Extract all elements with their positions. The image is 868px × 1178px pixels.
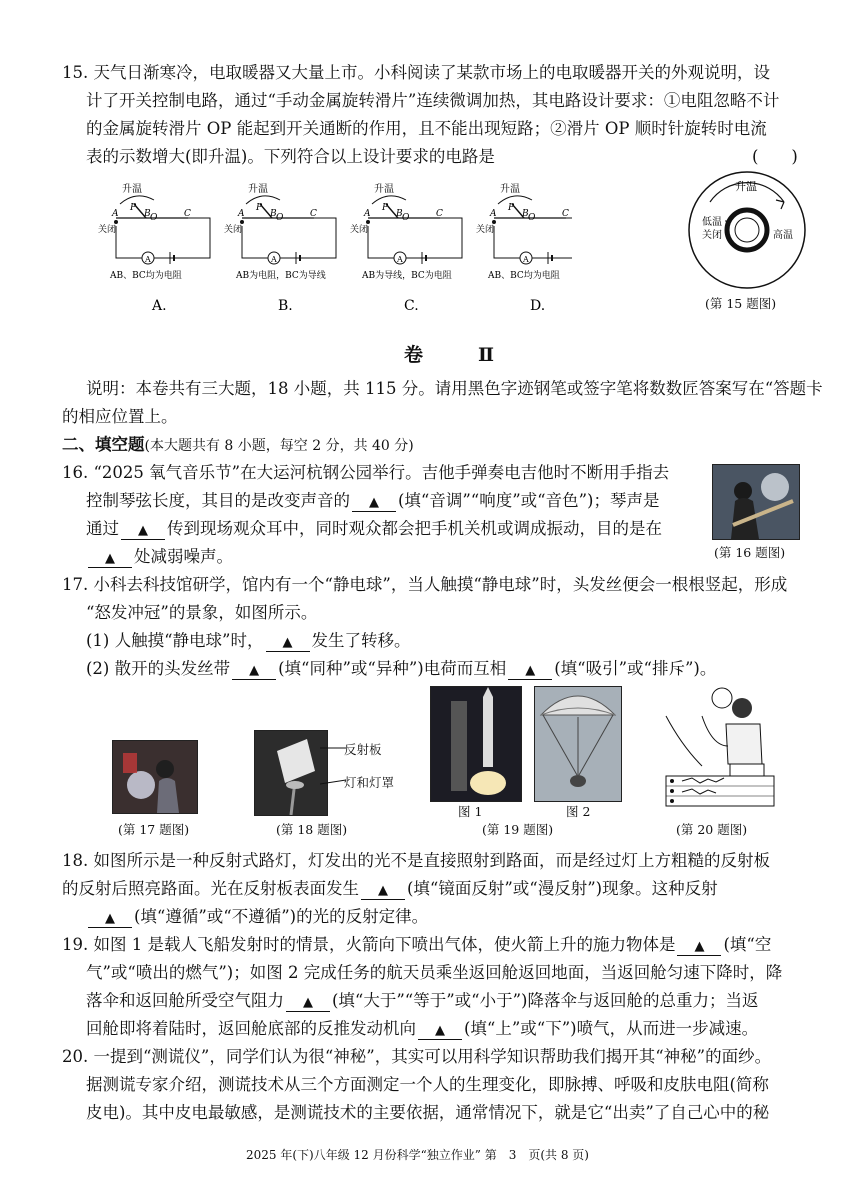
q20-lie-detector-figure [662, 686, 780, 812]
ammeter-label: A [397, 255, 403, 264]
ammeter-label: A [523, 255, 529, 264]
circuit-option-label: B. [278, 298, 293, 314]
ammeter-label: A [271, 255, 277, 264]
circuit-note: AB为电阻，BC为导线 [236, 271, 326, 281]
pivot-o-label: O [276, 213, 284, 223]
circuit-off-label: 关闭 [350, 225, 369, 235]
q19-fig2-label: 图 2 [566, 804, 591, 819]
q18-lamp-label: 灯和灯罩 [344, 775, 395, 790]
terminal-b-label: B [522, 209, 529, 219]
q20-line3: 皮电)。其中皮电最敏感，是测谎技术的主要依据，通常情况下，就是它“出卖”了自己心中的秘 [86, 1103, 770, 1122]
q15-line3: 的金属旋转滑片 OP 能起到开关通断的作用，且不能出现短路；②滑片 OP 顺时针旋转时电流 [86, 119, 767, 138]
circuit-wire [242, 218, 336, 258]
terminal-c-label: C [310, 209, 317, 219]
q20-line1: 20. 一提到“测谎仪”，同学们认为很“神秘”，其实可以用科学知识帮助我们揭开其“神秘”的面纱。 [62, 1047, 772, 1066]
q16-text-b: (填“音调”“响度”或“音色”)；琴声是 [398, 491, 660, 510]
part2-heading [62, 434, 414, 457]
pivot-o-label: O [528, 213, 536, 223]
q16-line4 [86, 546, 233, 568]
circuit-note: AB、BC均为电阻 [110, 271, 182, 281]
circuit-arc-arrow [498, 196, 532, 204]
q15-circuit-diagrams [92, 170, 572, 320]
answer-blank: ▲ [286, 995, 330, 1012]
circuit-arc-arrow [120, 196, 154, 204]
q16-line3 [86, 518, 662, 540]
q15-line1: 15. 天气日渐寒冷，电取暖器又大量上市。小科阅读了某款市场上的电取暖器开关的外观说明，设 [62, 63, 770, 82]
q19-text-c: 落伞和返回舱所受空气阻力 [86, 991, 284, 1010]
circuit-off-label: 关闭 [98, 225, 117, 235]
terminal-c-label: C [562, 209, 569, 219]
q19-parachute-photo [534, 686, 622, 802]
q18-line3 [86, 906, 428, 928]
q19-text-e: 回舱即将着陆时，返回舱底部的反推发动机向 [86, 1019, 416, 1038]
answer-blank: ▲ [88, 551, 132, 568]
circuit-up-label: 升温 [122, 184, 142, 195]
q19-text-a: 19. 如图 1 是载人飞船发射时的情景，火箭向下喷出气体，使火箭上升的施力物体是 [62, 935, 676, 954]
answer-blank: ▲ [418, 1023, 462, 1040]
q17-line1: 17. 小科去科技馆研学，馆内有一个“静电球”，当人触摸“静电球”时，头发丝便会一根根竖起，形成 [62, 575, 788, 594]
circuit-option-label: A. [152, 298, 167, 314]
q16-text-c: 通过 [86, 519, 119, 538]
slider-p-label: P [382, 203, 389, 213]
circuit-option-label: C. [404, 298, 419, 314]
answer-blank: ▲ [232, 663, 276, 680]
circuit-off-dot [366, 220, 370, 224]
q19-line2: 气”或“喷出的燃气”)；如图 2 完成任务的航天员乘坐返回舱返回地面，当返回舱匀速下降时，降 [86, 963, 783, 982]
terminal-c-label: C [436, 209, 443, 219]
slider-p-label: P [130, 203, 137, 213]
section-title: 卷 Ⅱ [404, 344, 513, 366]
q17-sub2-text-b: (填“同种”或“异种”)电荷而互相 [278, 659, 507, 678]
terminal-b-label: B [396, 209, 403, 219]
page-footer: 2025 年(下)八年级 12 月份科学“独立作业” 第 3 页(共 8 页) [246, 1148, 589, 1162]
q15-knob-diagram [680, 168, 815, 293]
circuit-up-label: 升温 [500, 184, 520, 195]
circuit-option-label: D. [530, 298, 546, 314]
circuit-wire [368, 218, 462, 258]
part2-title: 二、填空题 [62, 435, 145, 454]
answer-blank: ▲ [352, 495, 396, 512]
ammeter-label: A [145, 255, 151, 264]
knob-low-label: 低温 [702, 217, 722, 228]
q16-text-d: 传到现场观众耳中，同时观众都会把手机关机或调成振动，目的是在 [167, 519, 662, 538]
q17-sub2-text-a: (2) 散开的头发丝带 [86, 659, 231, 678]
q17-sub1 [86, 630, 411, 652]
circuit-off-dot [114, 220, 118, 224]
q17-caption: (第 17 题图) [118, 822, 190, 837]
slider-p-label: P [508, 203, 515, 213]
terminal-c-label: C [184, 209, 191, 219]
q19-fig1-label: 图 1 [458, 804, 483, 819]
q16-line1: 16. “2025 氧气音乐节”在大运河杭钢公园举行。吉他手弹奏电吉他时不断用手指去 [62, 463, 670, 482]
circuit-off-label: 关闭 [224, 225, 243, 235]
q19-line4 [86, 1018, 758, 1040]
part2-note: (本大题共有 8 小题，每空 2 分，共 40 分) [144, 438, 414, 454]
q17-line2: “怒发冲冠”的景象，如图所示。 [86, 603, 318, 622]
circuit-up-label: 升温 [248, 184, 268, 195]
circuit-arc-arrow [372, 196, 406, 204]
terminal-a-label: A [112, 209, 119, 219]
q17-sub2 [86, 658, 716, 680]
circuit-wire [494, 218, 572, 258]
pivot-o-label: O [150, 213, 158, 223]
q16-text-a: 控制琴弦长度，其目的是改变声音的 [86, 491, 350, 510]
q19-text-d: (填“大于”“等于”或“小于”)降落伞与返回舱的总重力；当返 [332, 991, 759, 1010]
q16-caption: (第 16 题图) [714, 545, 786, 560]
knob-off-label: 关闭 [702, 230, 722, 241]
terminal-a-label: A [238, 209, 245, 219]
q18-line2 [62, 878, 718, 900]
q16-text-e: 处减弱噪声。 [134, 547, 233, 566]
terminal-b-label: B [270, 209, 277, 219]
circuit-off-dot [492, 220, 496, 224]
circuit-up-label: 升温 [374, 184, 394, 195]
answer-blank: ▲ [361, 883, 405, 900]
q18-line1: 18. 如图所示是一种反射式路灯，灯发出的光不是直接照射到路面，而是经过灯上方粗糙的反射板 [62, 851, 770, 870]
answer-blank: ▲ [677, 939, 721, 956]
q19-line1 [62, 934, 771, 956]
slider-p-label: P [256, 203, 263, 213]
terminal-a-label: A [490, 209, 497, 219]
q18-text-c: (填“遵循”或“不遵循”)的光的反射定律。 [134, 907, 429, 926]
q18-lamp-photo [254, 730, 328, 816]
circuit-off-label: 关闭 [476, 225, 495, 235]
q19-caption: (第 19 题图) [482, 822, 554, 837]
q19-text-b: (填“空 [723, 935, 772, 954]
q18-reflector-label: 反射板 [344, 742, 382, 757]
knob-high-label: 高温 [773, 230, 793, 241]
q18-text-a: 的反射后照亮路面。光在反射板表面发生 [62, 879, 359, 898]
q16-guitarist-photo [712, 464, 800, 540]
circuit-note: AB为导线，BC为电阻 [362, 271, 452, 281]
q17-sub1-text-b: 发生了转移。 [311, 631, 411, 650]
q16-line2 [86, 490, 660, 512]
circuit-wire [116, 218, 210, 258]
q19-line3 [86, 990, 759, 1012]
circuit-off-dot [240, 220, 244, 224]
answer-blank: ▲ [121, 523, 165, 540]
q19-rocket-photo [430, 686, 522, 802]
terminal-a-label: A [364, 209, 371, 219]
pivot-o-label: O [402, 213, 410, 223]
q17-sub1-text-a: (1) 人触摸“静电球”时， [86, 631, 264, 650]
answer-blank: ▲ [266, 635, 310, 652]
q15-answer-bracket: ( ) [752, 147, 798, 166]
section-note-line1: 说明：本卷共有三大题，18 小题，共 115 分。请用黑色字迹钢笔或签字笔将数数匠答案写在“答题卡 [86, 379, 823, 398]
q15-caption: (第 15 题图) [705, 296, 777, 311]
answer-blank: ▲ [508, 663, 552, 680]
q15-line2: 计了开关控制电路，通过“手动金属旋转滑片”连续微调加热，其电路设计要求：①电阻忽略不计 [86, 91, 780, 110]
circuit-note: AB、BC均为电阻 [488, 271, 560, 281]
q17-static-ball-photo [112, 740, 198, 814]
q20-line2: 据测谎专家介绍，测谎技术从三个方面测定一个人的生理变化，即脉搏、呼吸和皮肤电阻(简称 [86, 1075, 769, 1094]
section-note-line2: 的相应位置上。 [62, 407, 178, 426]
q18-caption: (第 18 题图) [276, 822, 348, 837]
knob-up-label: 升温 [735, 180, 757, 193]
q17-sub2-text-c: (填“吸引”或“排斥”)。 [554, 659, 717, 678]
q20-caption: (第 20 题图) [676, 822, 748, 837]
terminal-b-label: B [144, 209, 151, 219]
circuit-arc-arrow [246, 196, 280, 204]
q18-text-b: (填“镜面反射”或“漫反射”)现象。这种反射 [407, 879, 718, 898]
q19-text-f: (填“上”或“下”)喷气，从而进一步减速。 [464, 1019, 759, 1038]
q15-line4: 表的示数增大(即升温)。下列符合以上设计要求的电路是 [86, 147, 495, 166]
answer-blank: ▲ [88, 911, 132, 928]
